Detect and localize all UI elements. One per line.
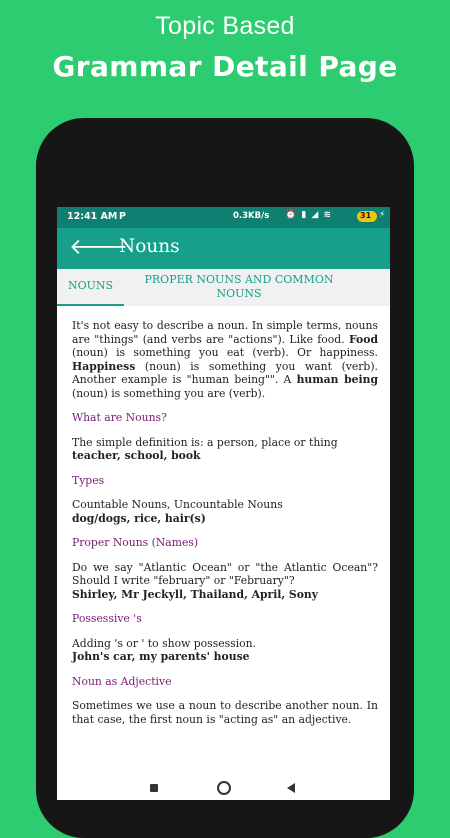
- article-content: [72, 319, 378, 726]
- section-text: Sometimes we use a noun to describe another noun. In that case, the first noun is "acting as" an adjective.: [72, 699, 378, 726]
- intro-text-2: (noun) is something you eat (verb). Or happiness.: [72, 346, 378, 359]
- intro-paragraph: [72, 319, 378, 400]
- notification-p-icon: P: [119, 211, 126, 222]
- intro-bold-happiness: Happiness: [72, 359, 136, 373]
- system-nav-bar: [57, 775, 390, 800]
- tab-nouns[interactable]: [57, 269, 124, 306]
- intro-text-1: It's not easy to describe a noun. In simple terms, nouns are "things" (and verbs are "actions"). Like food.: [72, 319, 378, 346]
- section-text: Do we say "Atlantic Ocean" or "the Atlantic Ocean"? Should I write "february" or "February"?: [72, 560, 378, 587]
- section-heading: Possessive 's: [72, 612, 142, 625]
- section-text: Adding 's or ' to show possession.: [72, 636, 257, 650]
- section-text: The simple definition is: a person, place or thing: [72, 435, 338, 449]
- tab-bar: [57, 269, 390, 306]
- section-example: Shirley, Mr Jeckyll, Thailand, April, Sony: [72, 587, 319, 601]
- tab-proper-common-nouns[interactable]: [129, 273, 349, 310]
- app-bar: [57, 228, 390, 269]
- status-icons: ⏰ ▮ ◢ ≋: [285, 210, 333, 220]
- battery-level: 31: [360, 211, 372, 220]
- status-time: 12:41 AM: [67, 211, 118, 222]
- charging-icon: ⚡: [379, 210, 386, 220]
- section-heading: Types: [72, 473, 105, 487]
- section-heading: Noun as Adjective: [72, 674, 172, 688]
- promo-title: Grammar Detail Page: [52, 50, 398, 83]
- section-example: dog/dogs, rice, hair(s): [72, 511, 206, 525]
- phone-screen: [57, 207, 390, 800]
- section-heading: Proper Nouns (Names): [72, 536, 199, 549]
- section-heading: What are Nouns?: [72, 411, 167, 424]
- page-title: Nouns: [119, 236, 180, 257]
- tab-indicator: [57, 304, 124, 306]
- status-bar: [57, 207, 390, 228]
- network-speed: 0.3KB/s: [233, 211, 270, 221]
- section-example: teacher, school, book: [72, 449, 201, 462]
- circle-icon[interactable]: [217, 781, 231, 795]
- intro-text-3: (noun) is something you want (verb). Another example is "human being"". A: [72, 359, 378, 386]
- intro-text-4: (noun) is something you are (verb).: [72, 386, 266, 400]
- square-icon[interactable]: [150, 784, 158, 792]
- section-text: Countable Nouns, Uncountable Nouns: [72, 498, 283, 511]
- battery-icon: [357, 211, 377, 222]
- tab-nouns-label: NOUNS: [67, 279, 114, 292]
- arrow-left-icon[interactable]: 🡐: [69, 235, 128, 260]
- triangle-icon[interactable]: [287, 783, 295, 793]
- promo-subtitle: Topic Based: [155, 12, 295, 40]
- intro-bold-food: Food: [348, 332, 378, 346]
- tab-proper-common-nouns-label: PROPER NOUNS AND COMMON NOUNS: [144, 273, 334, 300]
- section-example: John's car, my parents' house: [72, 650, 250, 663]
- intro-bold-human-being: human being: [296, 373, 378, 386]
